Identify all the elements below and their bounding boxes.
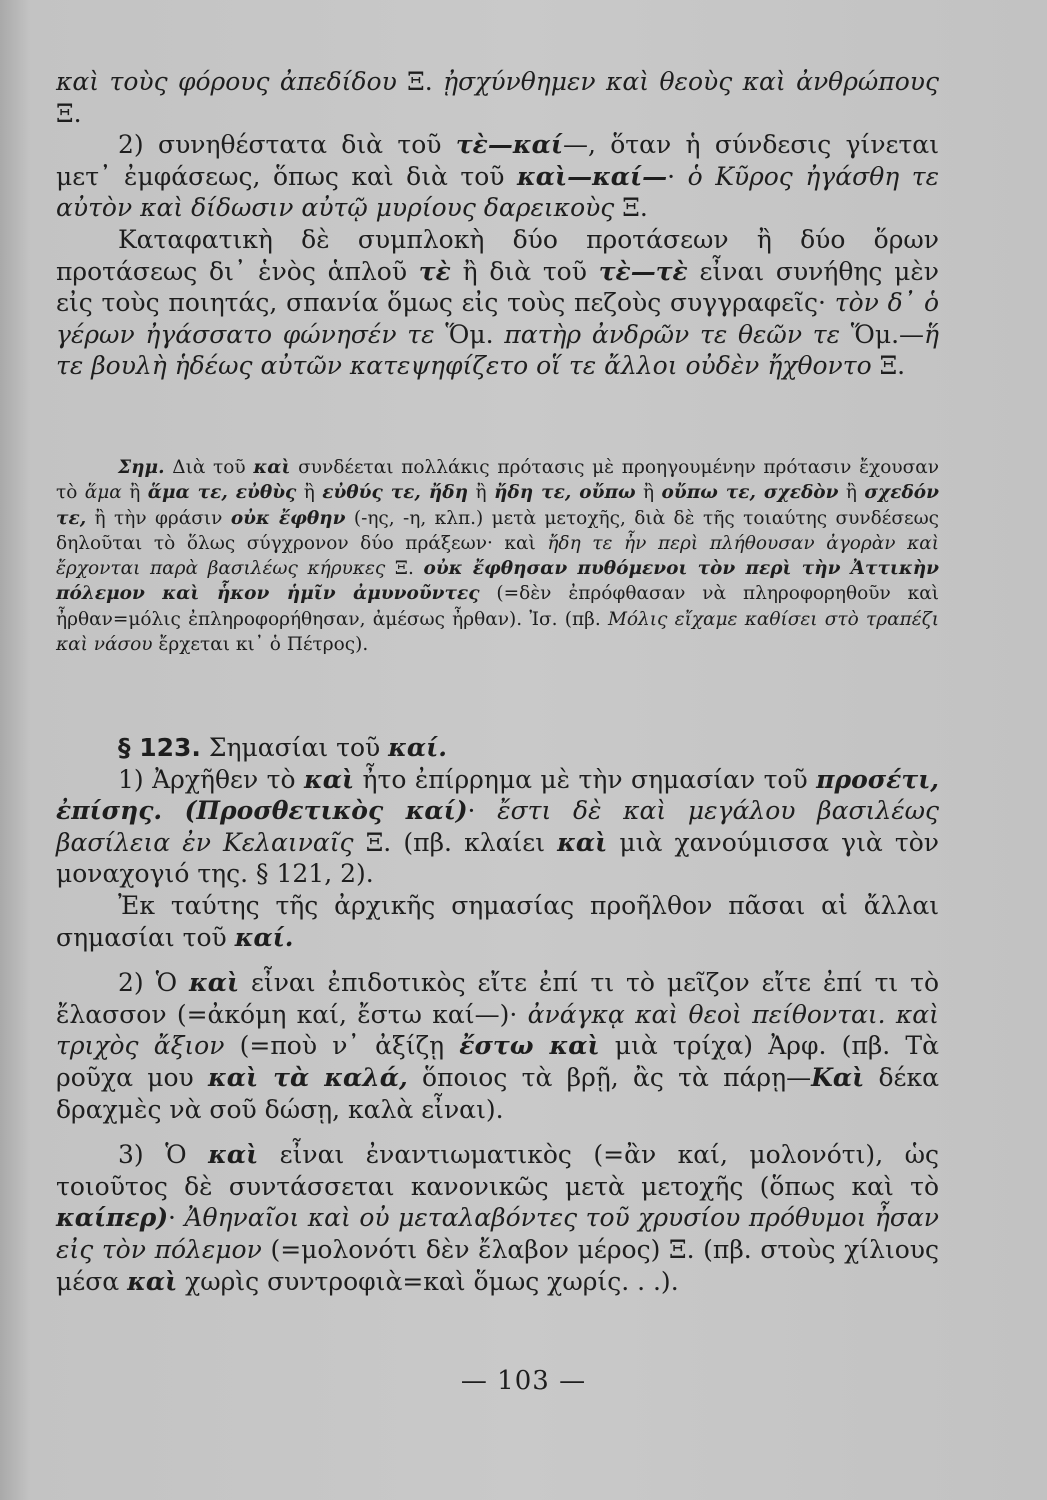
section-number: § 123. xyxy=(118,733,201,762)
meaning-3-paragraph: 3) Ὁ καὶ εἶναι ἐναντιωματικὸς (=ἂν καί, μολονότι), ὡς τοιοῦτος δὲ συντάσσεται κανονικῶς μετὰ μετοχῆς (ὅπως καὶ τὸ καίπερ)· Ἀθηναῖοι καὶ οὐ μεταλαβόντες τοῦ χρυσίου πρόθυμοι ἦσαν εἰς τὸν πόλεμον (=μολονότι δὲν ἔλαβον μέρος) Ξ. (πβ. στοὺς χίλιους μέσα καὶ χωρὶς συντροφιὰ=καὶ ὅμως χωρίς. . .). xyxy=(56,1140,939,1296)
derivation-paragraph: Ἐκ ταύτης τῆς ἀρχικῆς σημασίας προῆλθον πᾶσαι αἱ ἄλλαι σημασίαι τοῦ καί. xyxy=(56,890,939,952)
paragraph-kataphatiki: Καταφατικὴ δὲ συμπλοκὴ δύο προτάσεων ἢ δύο ὅρων προτάσεως δι᾽ ἑνὸς ἁπλοῦ τὲ ἢ διὰ τοῦ τὲ—τὲ εἶναι συνήθης μὲν εἰς τοὺς ποιητάς, σπανία ὅμως εἰς τοὺς πεζοὺς συγγραφεῖς· τὸν δ᾽ ὁ γέρων ἠγάσσατο φώνησέν τε Ὅμ. πατὴρ ἀνδρῶν τε θεῶν τε Ὅμ.—ἥ τε βουλὴ ἡδέως αὐτῶν κατεψηφίζετο οἵ τε ἄλλοι οὐδὲν ἤχθοντο Ξ. xyxy=(56,224,940,381)
paragraph-te-kai: 2) συνηθέστατα διὰ τοῦ τὲ—καί—, ὅταν ἡ σύνδεσις γίνεται μετ᾽ ἐμφάσεως, ὅπως καὶ διὰ τοῦ καὶ—καί—· ὁ Κῦρος ἠγάσθη τε αὐτὸν καὶ δίδωσιν αὐτῷ μυρίους δαρεικοὺς Ξ. xyxy=(56,130,939,223)
upper-text-block xyxy=(56,66,939,382)
section-heading: § 123. Σημασίαι τοῦ καί. xyxy=(118,733,447,762)
note-block xyxy=(56,455,939,657)
note-paragraph: Σημ. Διὰ τοῦ καὶ συνδέεται πολλάκις πρότασις μὲ προηγουμένην πρότασιν ἔχουσαν τὸ ἅμα ἢ ἅμα τε, εὐθὺς ἢ εὐθύς τε, ἤδη ἢ ἤδη τε, οὔπω ἢ οὔπω τε, σχεδὸν ἢ σχεδόν τε, ἢ τὴν φράσιν οὐκ ἔφθην (-ης, -η, κλπ.) μετὰ μετοχῆς, διὰ δὲ τῆς τοιαύτης συνδέσεως δηλοῦται τὸ ὅλως σύγχρονον δύο πράξεων· καὶ ἤδη τε ἦν περὶ πλήθουσαν ἀγορὰν καὶ ἔρχονται παρὰ βασιλέως κήρυκες Ξ. οὐκ ἔφθησαν πυθόμενοι τὸν περὶ τὴν Ἀττικὴν πόλεμον καὶ ἧκον ἡμῖν ἀμυνοῦντες (=δὲν ἐπρόφθασαν νὰ πληροφορηθοῦν καὶ ἦρθαν=μόλις ἐπληροφορήθησαν, ἀμέσως ἦρθαν). Ἰσ. (πβ. Μόλις εἴχαμε καθίσει στὸ τραπέζι καὶ νάσου ἔρχεται κι᾽ ὁ Πέτρος). xyxy=(56,457,940,656)
continued-examples: καὶ τοὺς φόρους ἀπεδίδου Ξ. ᾐσχύνθημεν καὶ θεοὺς καὶ ἀνθρώπους Ξ. xyxy=(56,67,939,128)
meaning-2-paragraph: 2) Ὁ καὶ εἶναι ἐπιδοτικὸς εἴτε ἐπί τι τὸ μεῖζον εἴτε ἐπί τι τὸ ἔλασσον (=ἀκόμη καί, ἔστω καί—)· ἀνάγκᾳ καὶ θεοὶ πείθονται. καὶ τριχὸς ἄξιον (=ποὺ ν᾽ ἀξίζῃ ἔστω καὶ μιὰ τρίχα) Ἀρφ. (πβ. Τὰ ροῦχα μου καὶ τὰ καλά, ὅποιος τὰ βρῇ, ἂς τὰ πάρῃ—Καὶ δέκα δραχμὲς νὰ σοῦ δώσῃ, καλὰ εἶναι). xyxy=(56,968,940,1124)
meaning-1-paragraph: 1) Ἀρχῆθεν τὸ καὶ ἦτο ἐπίρρημα μὲ τὴν σημασίαν τοῦ προσέτι, ἐπίσης. (Προσθετικὸς καί)· ἔστι δὲ καὶ μεγάλου βασιλέως βασίλεια ἐν Κελαιναῖς Ξ. (πβ. κλαίει καὶ μιὰ χανούμισσα γιὰ τὸν μοναχογιό της. § 121, 2). xyxy=(56,764,939,889)
page-number: — 103 — xyxy=(460,1366,587,1396)
section-block xyxy=(56,732,939,1297)
